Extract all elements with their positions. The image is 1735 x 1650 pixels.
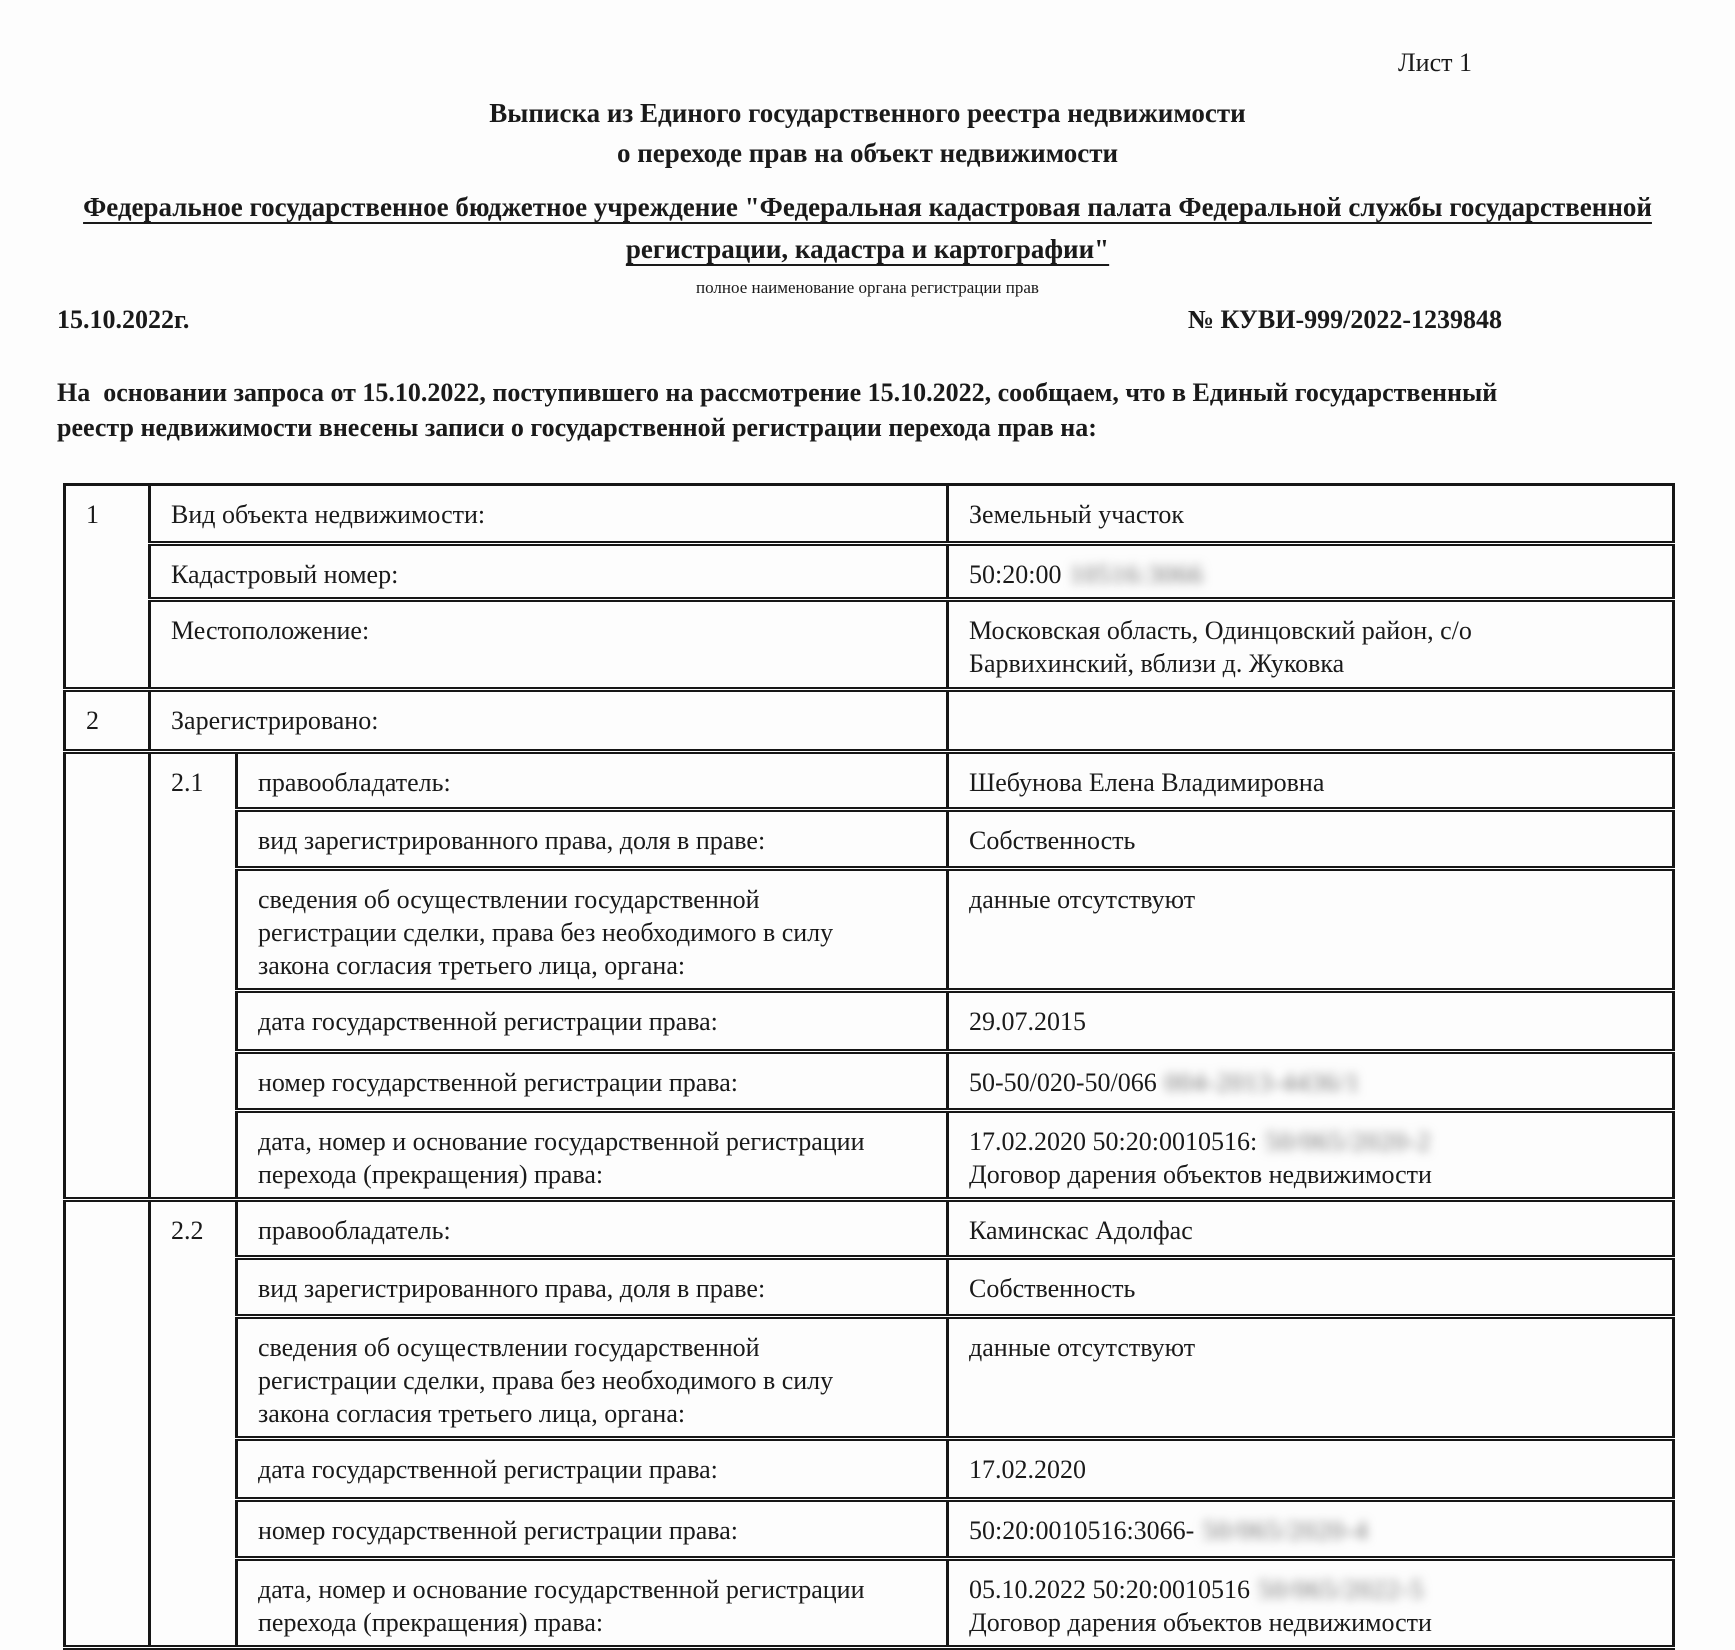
owner2-transfer-redacted: 50/065/2022-5 (1257, 1575, 1425, 1604)
owner2-reg-num-visible: 50:20:0010516:3066- (969, 1516, 1195, 1545)
authority-name-line1: Федеральное государственное бюджетное учреждение "Федеральная кадастровая палата Федеральной службы государственной (83, 192, 1652, 222)
owner1-consent-label-line2: регистрации сделки, права без необходимого в силу (258, 918, 834, 947)
owner1-reg-date-label: дата государственной регистрации права: (237, 991, 948, 1052)
table-row (65, 1052, 1674, 1111)
document-number: № КУВИ-999/2022-1239848 (1187, 305, 1502, 334)
table-row (65, 600, 1674, 690)
owner1-reg-date-value: 29.07.2015 (948, 991, 1674, 1052)
owner1-holder-label: правообладатель: (237, 752, 948, 810)
authority-name-line2: регистрации, кадастра и картографии" (625, 234, 1110, 264)
section2-number: 2 (65, 690, 150, 752)
authority-caption: полное наименование органа регистрации прав (696, 278, 1039, 297)
owner2-number: 2.2 (150, 1200, 237, 1648)
owner2-transfer-value (948, 1559, 1674, 1648)
owner1-consent-value: данные отсутствуют (948, 869, 1674, 991)
owner2-consent-label-line3: закона согласия третьего лица, органа: (258, 1399, 686, 1428)
owner2-transfer-label (237, 1559, 948, 1648)
owner2-transfer-basis: Договор дарения объектов недвижимости (969, 1608, 1432, 1637)
owner2-consent-label-line1: сведения об осуществлении государственной (258, 1333, 760, 1362)
owner2-spacer (65, 1200, 150, 1648)
table-row (65, 752, 1674, 810)
object-type-label: Вид объекта недвижимости: (150, 485, 948, 544)
table-row (65, 1200, 1674, 1258)
table-row (65, 1317, 1674, 1439)
registered-value-empty (948, 690, 1674, 752)
owner2-reg-num-value (948, 1500, 1674, 1559)
owner1-consent-label (237, 869, 948, 991)
owner1-reg-num-value (948, 1052, 1674, 1111)
owner1-transfer-redacted: 50/065/2020-2 (1265, 1127, 1432, 1156)
intro-paragraph (57, 375, 1497, 445)
cadastral-number-visible: 50:20:00 (969, 560, 1062, 589)
owner2-transfer-label-line1: дата, номер и основание государственной регистрации (258, 1575, 865, 1604)
owner1-transfer-basis: Договор дарения объектов недвижимости (969, 1160, 1432, 1189)
owner2-reg-num-label: номер государственной регистрации права: (237, 1500, 948, 1559)
intro-line1: На основании запроса от 15.10.2022, поступившего на рассмотрение 15.10.2022, сообщаем, что в Единый государственный (57, 378, 1498, 407)
owner2-transfer-line1 (969, 1573, 1662, 1606)
cadastral-number-value (948, 544, 1674, 600)
owner1-transfer-line1 (969, 1125, 1662, 1158)
owner1-transfer-label-line2: перехода (прекращения) права: (258, 1160, 604, 1189)
table-row (65, 1439, 1674, 1500)
owner1-transfer-value (948, 1111, 1674, 1200)
owner1-transfer-label-line1: дата, номер и основание государственной регистрации (258, 1127, 865, 1156)
cadastral-number-redacted: 10516:3066 (1069, 560, 1204, 589)
owner2-reg-date-value: 17.02.2020 (948, 1439, 1674, 1500)
location-line2: Барвихинский, вблизи д. Жуковка (969, 649, 1345, 678)
document-title-line1: Выписка из Единого государственного реестра недвижимости (489, 98, 1246, 128)
table-row (65, 810, 1674, 869)
table-row (65, 690, 1674, 752)
object-type-value: Земельный участок (948, 485, 1674, 544)
location-line1: Московская область, Одинцовский район, с/о (969, 616, 1472, 645)
registered-label: Зарегистрировано: (150, 690, 948, 752)
table-row (65, 869, 1674, 991)
owner1-right-type-label: вид зарегистрированного права, доля в праве: (237, 810, 948, 869)
sheet-number: Лист 1 (1398, 48, 1472, 77)
table-row (65, 1258, 1674, 1317)
owner1-reg-num-redacted: 004-2013-4436/1 (1164, 1068, 1361, 1097)
owner1-consent-label-line1: сведения об осуществлении государственной (258, 885, 760, 914)
owner2-consent-label-line2: регистрации сделки, права без необходимого в силу (258, 1366, 834, 1395)
cadastral-number-label: Кадастровый номер: (150, 544, 948, 600)
owner1-right-type-value: Собственность (948, 810, 1674, 869)
intro-line2: реестр недвижимости внесены записи о государственной регистрации перехода прав на: (57, 413, 1097, 442)
table-row (65, 1111, 1674, 1200)
owner2-consent-label (237, 1317, 948, 1439)
table-row (65, 1500, 1674, 1559)
document-title (0, 93, 1735, 173)
issue-date: 15.10.2022г. (57, 305, 190, 334)
owner1-spacer (65, 752, 150, 1200)
table-row (65, 544, 1674, 600)
owner1-transfer-label (237, 1111, 948, 1200)
owner2-holder-label: правообладатель: (237, 1200, 948, 1258)
document-title-line2: о переходе прав на объект недвижимости (616, 138, 1119, 168)
owner1-reg-num-visible: 50-50/020-50/066 (969, 1068, 1157, 1097)
owner1-holder-value: Шебунова Елена Владимировна (948, 752, 1674, 810)
owner2-right-type-value: Собственность (948, 1258, 1674, 1317)
owner2-right-type-label: вид зарегистрированного права, доля в праве: (237, 1258, 948, 1317)
owner1-transfer-visible: 17.02.2020 50:20:0010516: (969, 1127, 1258, 1156)
owner1-reg-num-label: номер государственной регистрации права: (237, 1052, 948, 1111)
section1-number: 1 (65, 485, 150, 690)
owner1-number: 2.1 (150, 752, 237, 1200)
location-label: Местоположение: (150, 600, 948, 690)
location-value (948, 600, 1674, 690)
owner2-reg-num-redacted: 50/065/2020-4 (1202, 1516, 1369, 1545)
owner2-reg-date-label: дата государственной регистрации права: (237, 1439, 948, 1500)
table-row (65, 485, 1674, 544)
owner2-holder-value: Каминскас Адолфас (948, 1200, 1674, 1258)
owner1-consent-label-line3: закона согласия третьего лица, органа: (258, 951, 686, 980)
register-extract-table (63, 483, 1675, 1650)
owner2-transfer-label-line2: перехода (прекращения) права: (258, 1608, 604, 1637)
table-row (65, 1559, 1674, 1648)
registration-authority-name (0, 186, 1735, 270)
table-row (65, 991, 1674, 1052)
owner2-consent-value: данные отсутствуют (948, 1317, 1674, 1439)
owner2-transfer-visible: 05.10.2022 50:20:0010516 (969, 1575, 1250, 1604)
